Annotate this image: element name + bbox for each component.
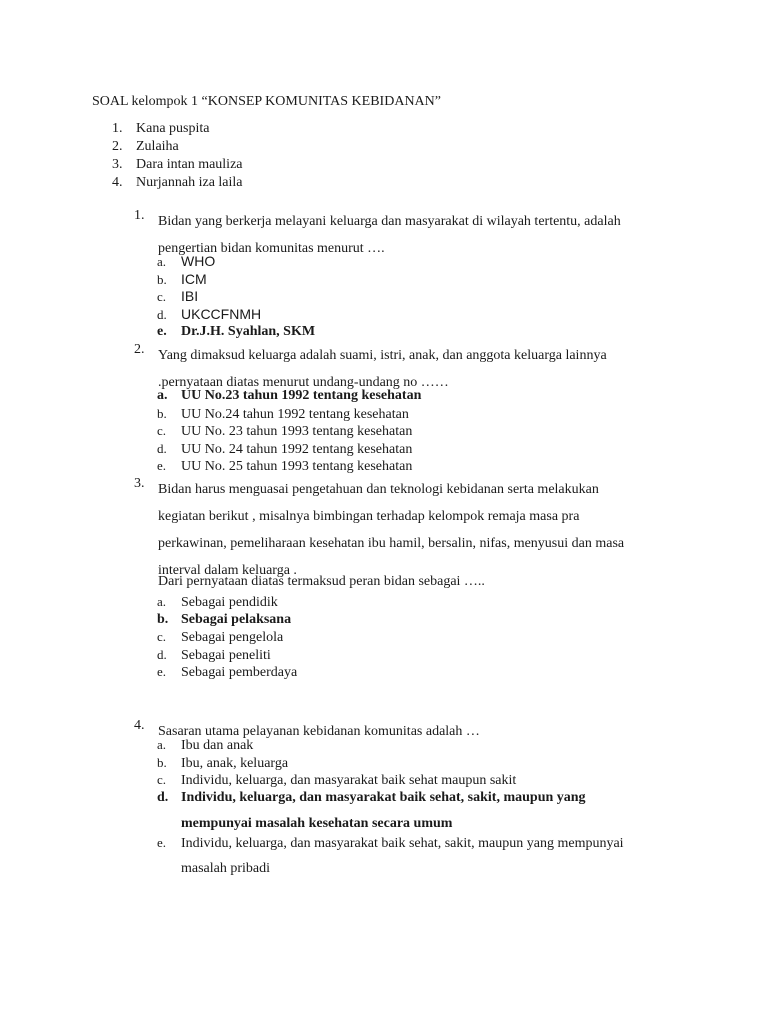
option-letter: a. bbox=[157, 594, 167, 609]
option-letter: d. bbox=[157, 306, 167, 322]
option-letter: c. bbox=[157, 423, 167, 439]
member-item bbox=[112, 120, 243, 138]
option-c bbox=[157, 422, 421, 440]
member-item bbox=[112, 174, 243, 192]
option-text: Individu, keluarga, dan masyarakat baik sehat, sakit, maupun yang bbox=[181, 789, 586, 805]
option-b bbox=[157, 271, 315, 289]
option-text: Dr.J.H. Syahlan, SKM bbox=[181, 324, 316, 340]
member-name: Zulaiha bbox=[136, 139, 179, 154]
option-letter: a. bbox=[157, 388, 168, 403]
option-text: UU No.23 tahun 1992 tentang kesehatan bbox=[181, 388, 422, 403]
option-letter: b. bbox=[157, 405, 167, 421]
option-letter: c. bbox=[157, 629, 167, 645]
option-letter: b. bbox=[157, 611, 169, 627]
option-text: UU No. 23 tahun 1993 tentang kesehatan bbox=[181, 424, 413, 440]
option-text: Ibu dan anak bbox=[181, 738, 254, 753]
option-d bbox=[157, 440, 421, 458]
option-text: WHO bbox=[181, 253, 216, 269]
option-letter: c. bbox=[157, 772, 167, 788]
member-number: 3. bbox=[112, 157, 123, 172]
question-number: 2. bbox=[134, 342, 145, 357]
question-line: perkawinan, pemeliharaan kesehatan ibu hamil, bersalin, nifas, menyusui dan masa bbox=[158, 536, 625, 551]
option-c bbox=[157, 288, 315, 306]
question-followup: Dari pernyataan diatas termaksud peran bidan sebagai ….. bbox=[158, 574, 485, 589]
option-text: Sebagai pelaksana bbox=[181, 611, 292, 627]
option-text: Sebagai pemberdaya bbox=[181, 665, 298, 681]
document-title: SOAL kelompok 1 “KONSEP KOMUNITAS KEBIDANAN” bbox=[92, 94, 441, 109]
option-text: Sebagai pendidik bbox=[181, 595, 278, 610]
option-letter: b. bbox=[157, 754, 167, 770]
options-q1 bbox=[157, 253, 315, 341]
member-name: Kana puspita bbox=[136, 121, 210, 136]
option-text: ICM bbox=[181, 270, 207, 287]
question-line: kegiatan berikut , misalnya bimbingan terhadap kelompok remaja masa pra bbox=[158, 509, 580, 524]
option-text: Sebagai pengelola bbox=[181, 630, 284, 646]
options-q4 bbox=[157, 736, 586, 806]
option-b bbox=[157, 405, 421, 423]
member-name: Nurjannah iza laila bbox=[136, 175, 243, 190]
question-line: Bidan harus menguasai pengetahuan dan teknologi kebidanan serta melakukan bbox=[158, 482, 599, 497]
member-number: 4. bbox=[112, 175, 123, 190]
option-e bbox=[157, 834, 624, 852]
question-line: pengertian bidan komunitas menurut …. bbox=[158, 241, 385, 256]
option-b-correct bbox=[157, 611, 297, 629]
member-item bbox=[112, 138, 243, 156]
option-letter: e. bbox=[157, 324, 167, 340]
question-line: Yang dimaksud keluarga adalah suami, istri, anak, dan anggota keluarga lainnya bbox=[158, 348, 607, 363]
option-letter: d. bbox=[157, 440, 167, 456]
option-d-correct bbox=[157, 789, 586, 807]
option-e-continuation: masalah pribadi bbox=[181, 861, 271, 876]
option-d bbox=[157, 646, 297, 664]
option-letter: e. bbox=[157, 664, 167, 680]
member-name: Dara intan mauliza bbox=[136, 157, 243, 172]
option-c bbox=[157, 628, 297, 646]
option-letter: b. bbox=[157, 271, 167, 287]
option-text: Individu, keluarga, dan masyarakat baik sehat maupun sakit bbox=[181, 773, 517, 789]
option-text: Ibu, anak, keluarga bbox=[181, 755, 289, 771]
option-c bbox=[157, 771, 586, 789]
option-text: UU No. 25 tahun 1993 tentang kesehatan bbox=[181, 459, 413, 475]
option-b bbox=[157, 754, 586, 772]
option-letter: a. bbox=[157, 254, 167, 269]
option-text: Sebagai peneliti bbox=[181, 647, 271, 663]
member-item bbox=[112, 156, 243, 174]
option-letter: a. bbox=[157, 737, 167, 752]
option-text: IBI bbox=[181, 288, 199, 305]
option-a-correct bbox=[157, 387, 421, 405]
option-a bbox=[157, 253, 315, 271]
option-d-continuation: mempunyai masalah kesehatan secara umum bbox=[181, 816, 453, 831]
question-text bbox=[158, 476, 624, 584]
question-number: 1. bbox=[134, 208, 145, 223]
option-letter: d. bbox=[157, 646, 167, 662]
question-number: 3. bbox=[134, 476, 145, 491]
option-a bbox=[157, 736, 586, 754]
question-line: Sasaran utama pelayanan kebidanan komunitas adalah … bbox=[158, 724, 480, 739]
option-text: Individu, keluarga, dan masyarakat baik sehat, sakit, maupun yang mempunyai bbox=[181, 836, 624, 851]
option-e bbox=[157, 663, 297, 681]
option-letter: d. bbox=[157, 789, 169, 805]
question-line: .pernyataan diatas menurut undang-undang no …… bbox=[158, 375, 449, 390]
question-number: 4. bbox=[134, 718, 145, 733]
options-q4-e bbox=[157, 834, 624, 852]
option-letter: c. bbox=[157, 289, 167, 305]
option-e bbox=[157, 457, 421, 475]
option-text: UU No.24 tahun 1992 tentang kesehatan bbox=[181, 406, 409, 422]
option-letter: e. bbox=[157, 835, 167, 850]
option-d bbox=[157, 306, 315, 324]
member-number: 1. bbox=[112, 121, 123, 136]
option-letter: e. bbox=[157, 458, 167, 474]
question-line: interval dalam keluarga . bbox=[158, 563, 297, 578]
question-line: Bidan yang berkerja melayani keluarga dan masyarakat di wilayah tertentu, adalah bbox=[158, 214, 621, 229]
option-a bbox=[157, 593, 297, 611]
options-q2 bbox=[157, 387, 421, 475]
option-text: UKCCFNMH bbox=[181, 305, 262, 322]
options-q3 bbox=[157, 593, 297, 681]
member-number: 2. bbox=[112, 139, 123, 154]
option-e-correct bbox=[157, 323, 315, 341]
option-text: UU No. 24 tahun 1992 tentang kesehatan bbox=[181, 441, 413, 457]
member-list bbox=[112, 120, 243, 192]
